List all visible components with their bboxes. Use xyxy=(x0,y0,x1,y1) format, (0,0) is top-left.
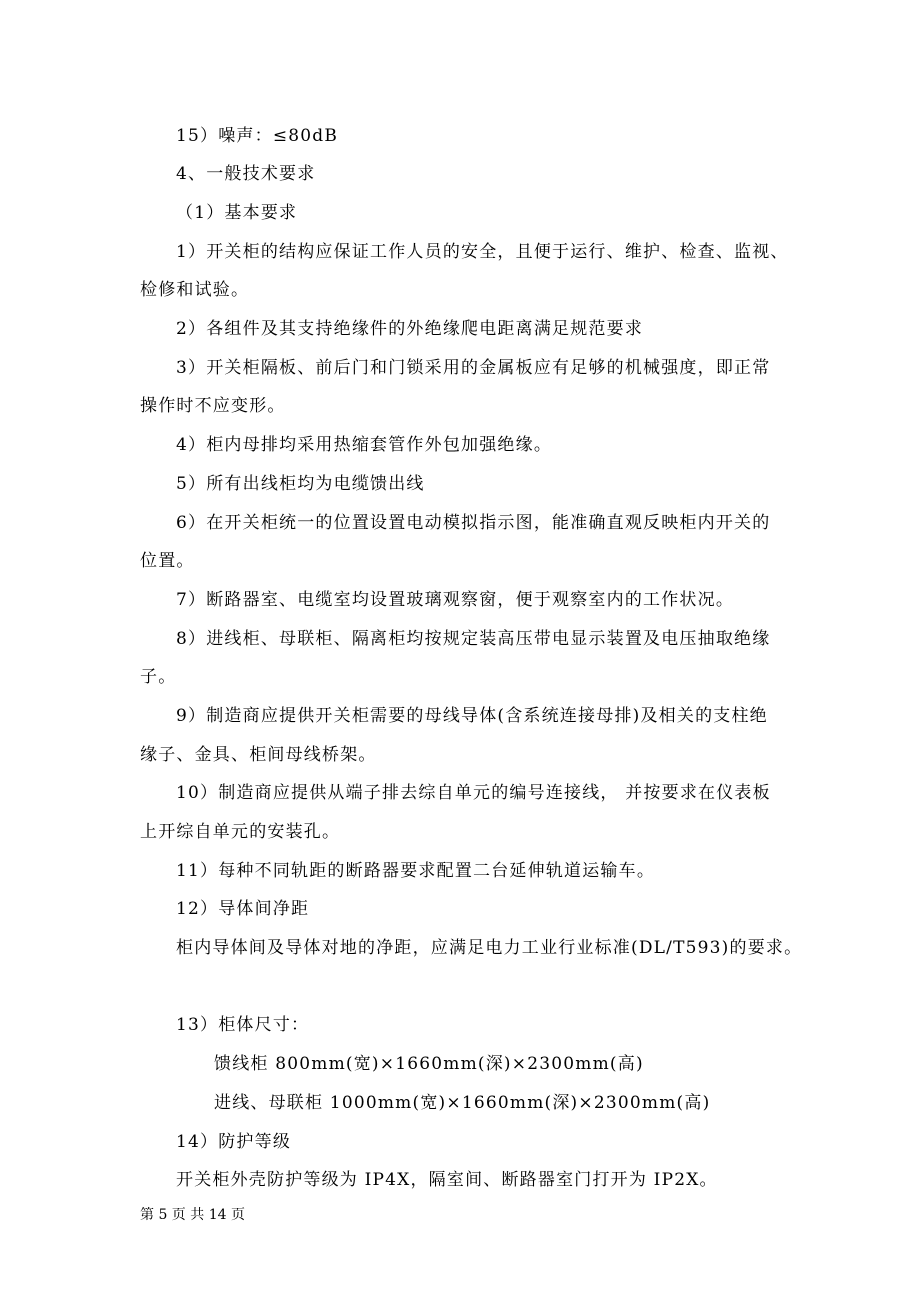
paragraph-line: 操作时不应变形。 xyxy=(140,396,286,416)
item-15-noise: 15）噪声：≤80dB xyxy=(176,126,339,146)
paragraph-line: 4）柜内母排均采用热缩套管作外包加强绝缘。 xyxy=(176,435,553,455)
paragraph-line: 9）制造商应提供开关柜需要的母线导体(含系统连接母排)及相关的支柱绝 xyxy=(176,706,768,726)
paragraph-line: 11）每种不同轨距的断路器要求配置二台延伸轨道运输车。 xyxy=(176,861,656,881)
paragraph-line: 3）开关柜隔板、前后门和门锁采用的金属板应有足够的机械强度，即正常 xyxy=(176,358,771,378)
paragraph-line: 位置。 xyxy=(140,551,195,571)
dimension-line-feeder-cabinet: 馈线柜 800mm(宽)×1660mm(深)×2300mm(高) xyxy=(214,1054,644,1074)
paragraph-line: 检修和试验。 xyxy=(140,280,250,300)
paragraph-line: 1）开关柜的结构应保证工作人员的安全，且便于运行、维护、检查、监视、 xyxy=(176,242,789,262)
subsection-heading-basic-requirements: （1）基本要求 xyxy=(176,203,298,223)
paragraph-line: 8）进线柜、母联柜、隔离柜均按规定装高压带电显示装置及电压抽取绝缘 xyxy=(176,629,771,649)
page-number-footer: 第 5 页 共 14 页 xyxy=(140,1207,245,1223)
paragraph-line: 上开综自单元的安装孔。 xyxy=(140,822,341,842)
paragraph-line: 2）各组件及其支持绝缘件的外绝缘爬电距离满足规范要求 xyxy=(176,319,644,339)
section-heading-general-requirements: 4、一般技术要求 xyxy=(176,164,316,184)
paragraph-line: 6）在开关柜统一的位置设置电动模拟指示图，能准确直观反映柜内开关的 xyxy=(176,513,771,533)
paragraph-line: 7）断路器室、电缆室均设置玻璃观察窗，便于观察室内的工作状况。 xyxy=(176,590,735,610)
paragraph-line: 10）制造商应提供从端子排去综自单元的编号连接线， 并按要求在仪表板 xyxy=(176,783,771,803)
item-heading-protection-class: 14）防护等级 xyxy=(176,1132,292,1152)
paragraph-line: 子。 xyxy=(140,667,177,687)
dimension-line-incoming-bus-tie-cabinet: 进线、母联柜 1000mm(宽)×1660mm(深)×2300mm(高) xyxy=(214,1093,711,1113)
paragraph-line: 缘子、金具、柜间母线桥架。 xyxy=(140,745,377,765)
paragraph-line: 开关柜外壳防护等级为 IP4X，隔室间、断路器室门打开为 IP2X。 xyxy=(176,1170,718,1190)
paragraph-line: 5）所有出线柜均为电缆馈出线 xyxy=(176,474,425,494)
paragraph-line: 柜内导体间及导体对地的净距，应满足电力工业行业标准(DL/T593)的要求。 xyxy=(176,938,803,958)
item-heading-cabinet-dimensions: 13）柜体尺寸： xyxy=(176,1015,310,1035)
item-heading-conductor-clearance: 12）导体间净距 xyxy=(176,899,310,919)
